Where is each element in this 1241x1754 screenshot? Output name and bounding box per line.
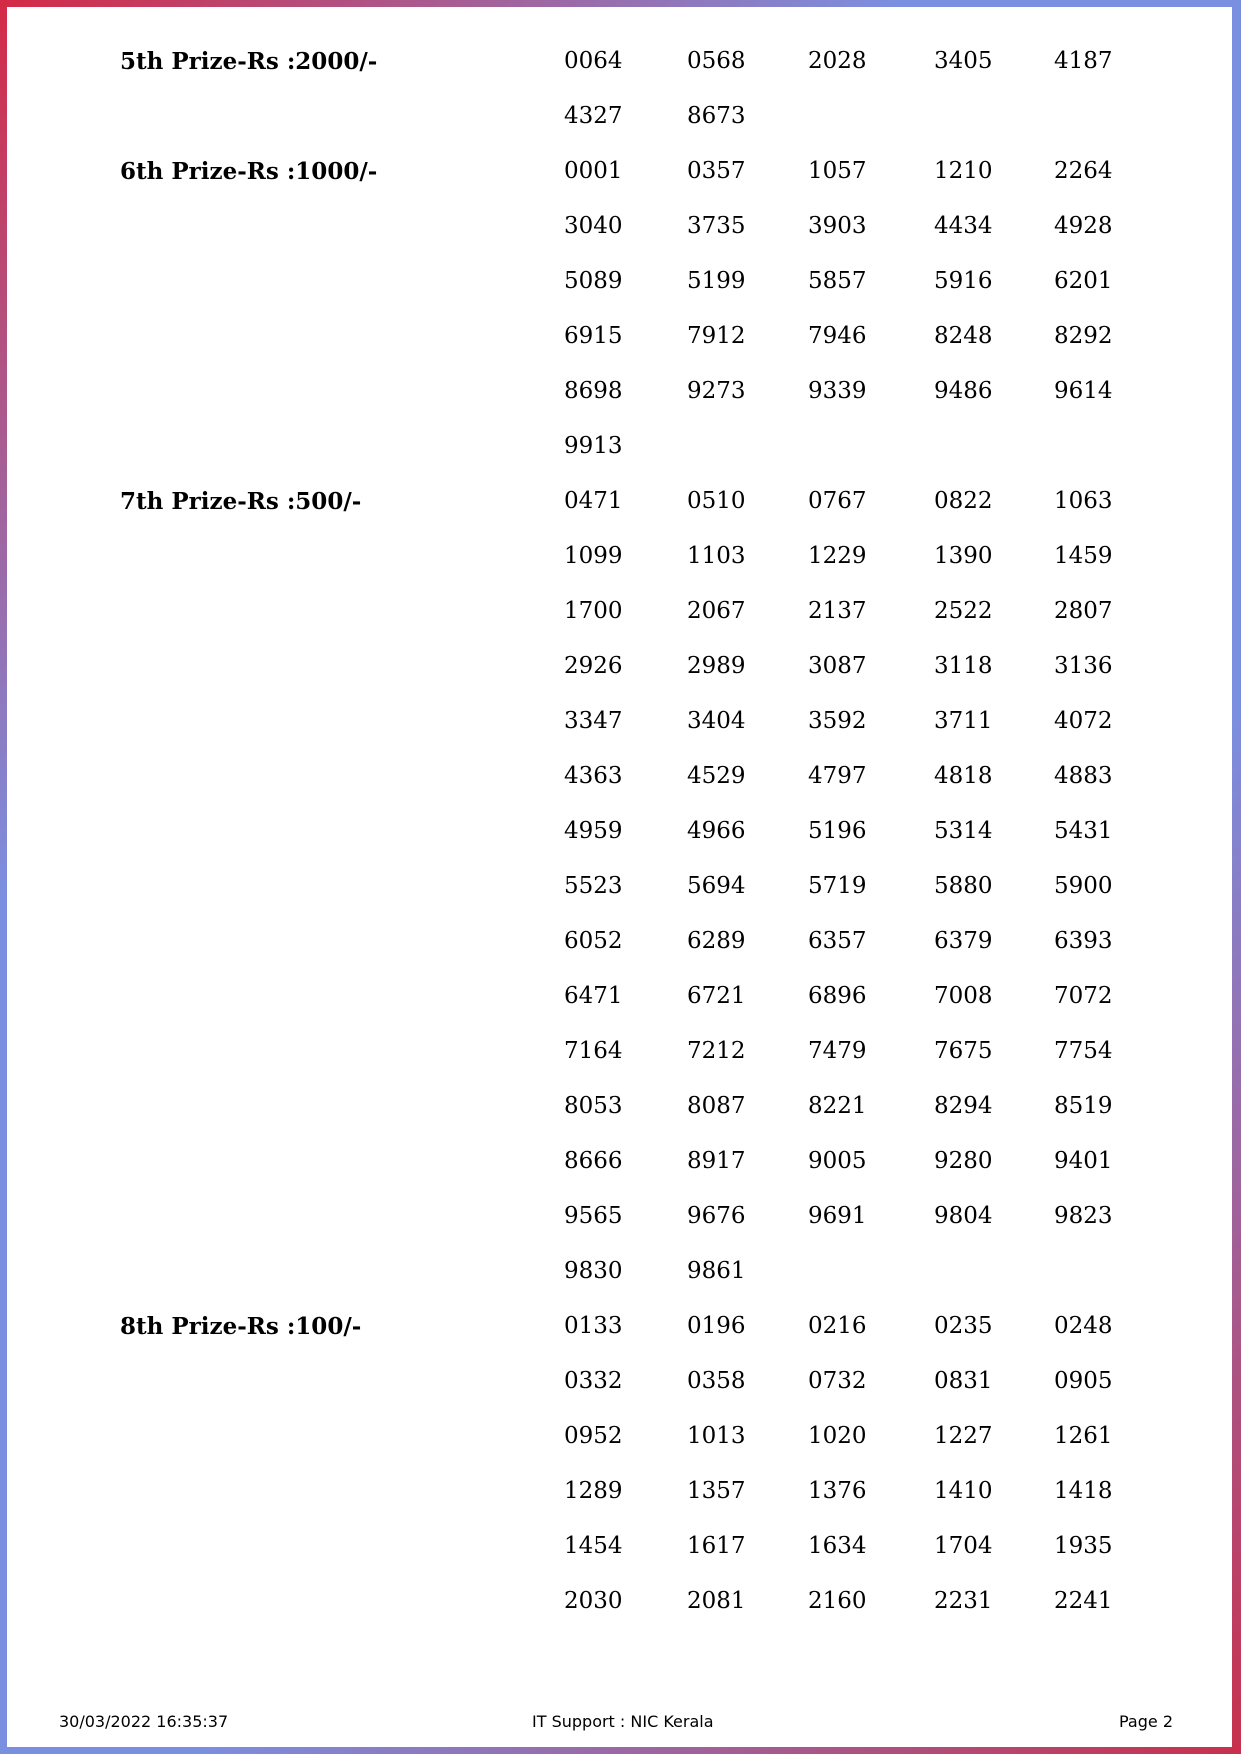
- ticket-number: 6052: [564, 928, 623, 954]
- ticket-number: 4187: [1054, 48, 1113, 74]
- number-row: [7, 419, 1232, 474]
- prize-section: [7, 34, 1232, 144]
- ticket-number: 9614: [1054, 378, 1113, 404]
- ticket-number: 4072: [1054, 708, 1113, 734]
- ticket-number: 1261: [1054, 1423, 1113, 1449]
- ticket-number: 6915: [564, 323, 623, 349]
- ticket-number: 4363: [564, 763, 623, 789]
- prize-label: 6th Prize-Rs :1000/-: [120, 158, 378, 185]
- ticket-number: 1459: [1054, 543, 1113, 569]
- ticket-number: 2081: [687, 1588, 746, 1614]
- number-row: [7, 364, 1232, 419]
- ticket-number: 4529: [687, 763, 746, 789]
- prize-section: [7, 474, 1232, 1299]
- ticket-number: 5523: [564, 873, 623, 899]
- ticket-number: 0235: [934, 1313, 993, 1339]
- ticket-number: 9913: [564, 433, 623, 459]
- ticket-number: 5199: [687, 268, 746, 294]
- ticket-number: 7946: [808, 323, 867, 349]
- ticket-number: 2807: [1054, 598, 1113, 624]
- number-row: [7, 584, 1232, 639]
- ticket-number: 3592: [808, 708, 867, 734]
- ticket-number: 3040: [564, 213, 623, 239]
- number-row: [7, 914, 1232, 969]
- ticket-number: 3347: [564, 708, 623, 734]
- ticket-number: 3711: [934, 708, 993, 734]
- number-row: [7, 639, 1232, 694]
- ticket-number: 6379: [934, 928, 993, 954]
- ticket-number: 8917: [687, 1148, 746, 1174]
- ticket-number: 3087: [808, 653, 867, 679]
- number-row: [7, 34, 1232, 89]
- ticket-number: 9486: [934, 378, 993, 404]
- ticket-number: 7912: [687, 323, 746, 349]
- ticket-number: 5694: [687, 873, 746, 899]
- ticket-number: 7164: [564, 1038, 623, 1064]
- ticket-number: 5900: [1054, 873, 1113, 899]
- ticket-number: 2926: [564, 653, 623, 679]
- ticket-number: 1700: [564, 598, 623, 624]
- ticket-number: 0767: [808, 488, 867, 514]
- ticket-number: 4434: [934, 213, 993, 239]
- document-page: [7, 7, 1232, 1747]
- ticket-number: 9823: [1054, 1203, 1113, 1229]
- ticket-number: 2067: [687, 598, 746, 624]
- number-row: [7, 144, 1232, 199]
- ticket-number: 1935: [1054, 1533, 1113, 1559]
- ticket-number: 7072: [1054, 983, 1113, 1009]
- number-row: [7, 1409, 1232, 1464]
- ticket-number: 4959: [564, 818, 623, 844]
- number-row: [7, 1519, 1232, 1574]
- ticket-number: 9830: [564, 1258, 623, 1284]
- number-row: [7, 89, 1232, 144]
- ticket-number: 6357: [808, 928, 867, 954]
- prize-label: 8th Prize-Rs :100/-: [120, 1313, 362, 1340]
- ticket-number: 1103: [687, 543, 746, 569]
- ticket-number: 5719: [808, 873, 867, 899]
- ticket-number: 1057: [808, 158, 867, 184]
- ticket-number: 8294: [934, 1093, 993, 1119]
- ticket-number: 1210: [934, 158, 993, 184]
- ticket-number: 6721: [687, 983, 746, 1009]
- ticket-number: 1410: [934, 1478, 993, 1504]
- ticket-number: 1617: [687, 1533, 746, 1559]
- ticket-number: 9339: [808, 378, 867, 404]
- ticket-number: 0133: [564, 1313, 623, 1339]
- ticket-number: 1063: [1054, 488, 1113, 514]
- number-row: [7, 254, 1232, 309]
- number-row: [7, 474, 1232, 529]
- number-row: [7, 1354, 1232, 1409]
- number-row: [7, 1024, 1232, 1079]
- ticket-number: 4883: [1054, 763, 1113, 789]
- number-row: [7, 1189, 1232, 1244]
- ticket-number: 1020: [808, 1423, 867, 1449]
- number-row: [7, 529, 1232, 584]
- ticket-number: 0510: [687, 488, 746, 514]
- ticket-number: 0332: [564, 1368, 623, 1394]
- ticket-number: 7754: [1054, 1038, 1113, 1064]
- prize-label: 5th Prize-Rs :2000/-: [120, 48, 378, 75]
- footer-timestamp: 30/03/2022 16:35:37: [59, 1712, 229, 1731]
- ticket-number: 0001: [564, 158, 623, 184]
- ticket-number: 7212: [687, 1038, 746, 1064]
- number-row: [7, 694, 1232, 749]
- ticket-number: 8673: [687, 103, 746, 129]
- ticket-number: 0357: [687, 158, 746, 184]
- prize-section: [7, 144, 1232, 474]
- ticket-number: 9280: [934, 1148, 993, 1174]
- ticket-number: 0248: [1054, 1313, 1113, 1339]
- ticket-number: 8666: [564, 1148, 623, 1174]
- ticket-number: 2522: [934, 598, 993, 624]
- ticket-number: 2989: [687, 653, 746, 679]
- prize-results: [7, 34, 1232, 1629]
- ticket-number: 8087: [687, 1093, 746, 1119]
- ticket-number: 9861: [687, 1258, 746, 1284]
- number-row: [7, 1079, 1232, 1134]
- ticket-number: 2231: [934, 1588, 993, 1614]
- ticket-number: 8221: [808, 1093, 867, 1119]
- ticket-number: 3405: [934, 48, 993, 74]
- ticket-number: 6896: [808, 983, 867, 1009]
- ticket-number: 0732: [808, 1368, 867, 1394]
- number-row: [7, 969, 1232, 1024]
- ticket-number: 9273: [687, 378, 746, 404]
- prize-label: 7th Prize-Rs :500/-: [120, 488, 362, 515]
- ticket-number: 0216: [808, 1313, 867, 1339]
- ticket-number: 0831: [934, 1368, 993, 1394]
- ticket-number: 5431: [1054, 818, 1113, 844]
- ticket-number: 2264: [1054, 158, 1113, 184]
- ticket-number: 5916: [934, 268, 993, 294]
- ticket-number: 2137: [808, 598, 867, 624]
- ticket-number: 1704: [934, 1533, 993, 1559]
- number-row: [7, 1574, 1232, 1629]
- ticket-number: 9804: [934, 1203, 993, 1229]
- ticket-number: 2030: [564, 1588, 623, 1614]
- ticket-number: 8053: [564, 1093, 623, 1119]
- ticket-number: 1289: [564, 1478, 623, 1504]
- ticket-number: 9691: [808, 1203, 867, 1229]
- number-row: [7, 749, 1232, 804]
- ticket-number: 9676: [687, 1203, 746, 1229]
- ticket-number: 6393: [1054, 928, 1113, 954]
- ticket-number: 2160: [808, 1588, 867, 1614]
- footer-support: IT Support : NIC Kerala: [532, 1712, 714, 1731]
- ticket-number: 2241: [1054, 1588, 1113, 1614]
- ticket-number: 7479: [808, 1038, 867, 1064]
- number-row: [7, 1244, 1232, 1299]
- ticket-number: 1357: [687, 1478, 746, 1504]
- ticket-number: 1454: [564, 1533, 623, 1559]
- ticket-number: 1229: [808, 543, 867, 569]
- number-row: [7, 309, 1232, 364]
- ticket-number: 0905: [1054, 1368, 1113, 1394]
- number-row: [7, 199, 1232, 254]
- ticket-number: 0471: [564, 488, 623, 514]
- ticket-number: 5089: [564, 268, 623, 294]
- ticket-number: 1227: [934, 1423, 993, 1449]
- ticket-number: 9005: [808, 1148, 867, 1174]
- number-row: [7, 1464, 1232, 1519]
- ticket-number: 3735: [687, 213, 746, 239]
- ticket-number: 7008: [934, 983, 993, 1009]
- ticket-number: 7675: [934, 1038, 993, 1064]
- number-row: [7, 1299, 1232, 1354]
- ticket-number: 0952: [564, 1423, 623, 1449]
- ticket-number: 1013: [687, 1423, 746, 1449]
- ticket-number: 0568: [687, 48, 746, 74]
- ticket-number: 4928: [1054, 213, 1113, 239]
- ticket-number: 4797: [808, 763, 867, 789]
- ticket-number: 9401: [1054, 1148, 1113, 1174]
- ticket-number: 1418: [1054, 1478, 1113, 1504]
- ticket-number: 8292: [1054, 323, 1113, 349]
- ticket-number: 4818: [934, 763, 993, 789]
- ticket-number: 5880: [934, 873, 993, 899]
- ticket-number: 1376: [808, 1478, 867, 1504]
- ticket-number: 1634: [808, 1533, 867, 1559]
- prize-section: [7, 1299, 1232, 1629]
- ticket-number: 6471: [564, 983, 623, 1009]
- ticket-number: 5196: [808, 818, 867, 844]
- ticket-number: 1390: [934, 543, 993, 569]
- ticket-number: 6289: [687, 928, 746, 954]
- ticket-number: 5314: [934, 818, 993, 844]
- ticket-number: 4966: [687, 818, 746, 844]
- ticket-number: 9565: [564, 1203, 623, 1229]
- ticket-number: 8698: [564, 378, 623, 404]
- ticket-number: 5857: [808, 268, 867, 294]
- ticket-number: 8519: [1054, 1093, 1113, 1119]
- ticket-number: 0822: [934, 488, 993, 514]
- ticket-number: 0358: [687, 1368, 746, 1394]
- ticket-number: 3136: [1054, 653, 1113, 679]
- footer-page-number: Page 2: [1119, 1712, 1173, 1731]
- ticket-number: 1099: [564, 543, 623, 569]
- ticket-number: 4327: [564, 103, 623, 129]
- ticket-number: 3404: [687, 708, 746, 734]
- number-row: [7, 859, 1232, 914]
- ticket-number: 2028: [808, 48, 867, 74]
- ticket-number: 3903: [808, 213, 867, 239]
- ticket-number: 0064: [564, 48, 623, 74]
- number-row: [7, 804, 1232, 859]
- ticket-number: 6201: [1054, 268, 1113, 294]
- ticket-number: 3118: [934, 653, 993, 679]
- ticket-number: 0196: [687, 1313, 746, 1339]
- ticket-number: 8248: [934, 323, 993, 349]
- number-row: [7, 1134, 1232, 1189]
